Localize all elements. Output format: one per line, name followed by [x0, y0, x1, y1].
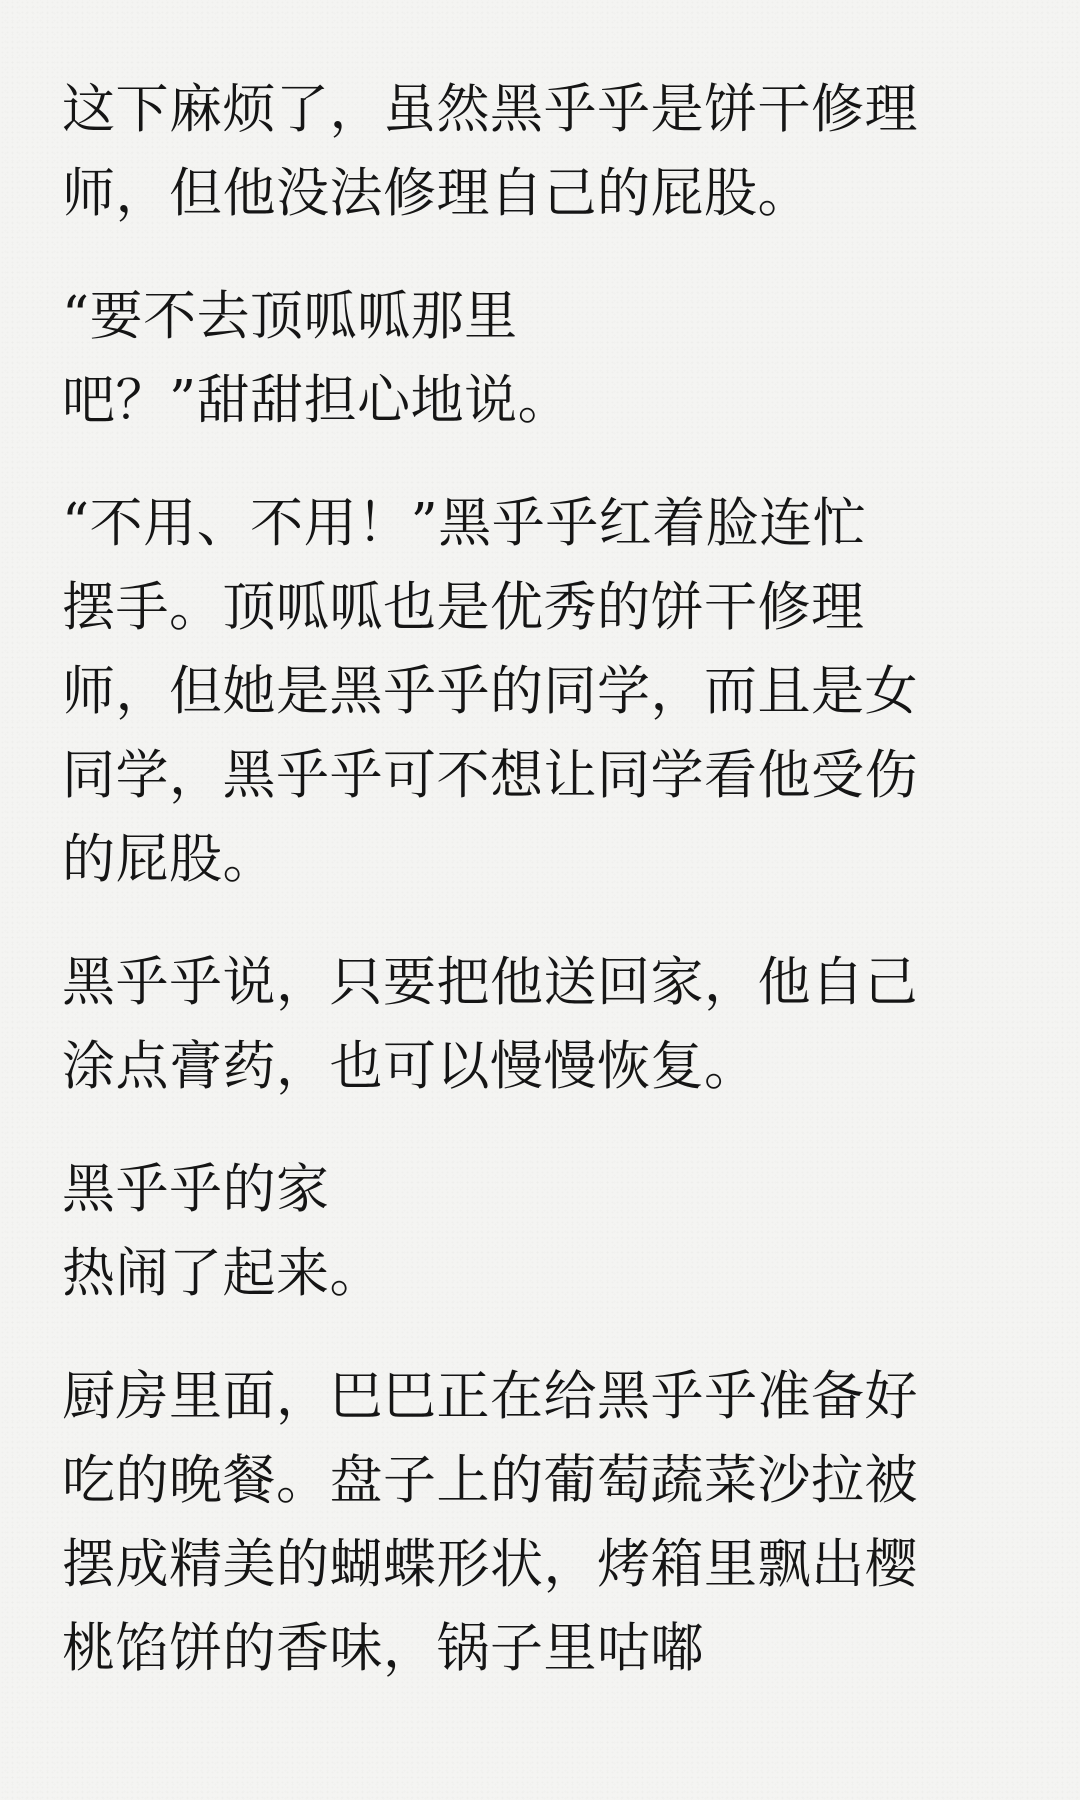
paragraph-4: [62, 941, 1020, 1109]
text-line: 桃馅饼的香味，锅子里咕嘟: [62, 1618, 704, 1679]
text-line: 这下麻烦了，虽然黑乎乎是饼干修理: [62, 79, 918, 140]
text-line: “要不去顶呱呱那里: [62, 286, 518, 347]
text-line: 吧？”甜甜担心地说。: [62, 370, 572, 431]
text-line: 师，但她是黑乎乎的同学，而且是女: [62, 661, 918, 722]
paragraph-3: [62, 482, 1020, 902]
text-line: 黑乎乎的家: [62, 1159, 330, 1220]
paragraph-6: [62, 1355, 1020, 1691]
text-line: 同学，黑乎乎可不想让同学看他受伤: [62, 745, 918, 806]
paragraph-2: [62, 275, 1020, 443]
text-line: 的屁股。: [62, 829, 276, 890]
text-line: 摆成精美的蝴蝶形状，烤箱里飘出樱: [62, 1534, 918, 1595]
text-line: “不用、不用！”黑乎乎红着脸连忙: [62, 493, 867, 554]
text-line: 摆手。顶呱呱也是优秀的饼干修理: [62, 577, 865, 638]
text-line: 厨房里面，巴巴正在给黑乎乎准备好: [62, 1366, 918, 1427]
text-line: 师，但他没法修理自己的屁股。: [62, 163, 811, 224]
text-line: 热闹了起来。: [62, 1243, 383, 1304]
paragraph-1: [62, 68, 1020, 236]
text-line: 吃的晚餐。盘子上的葡萄蔬菜沙拉被: [62, 1450, 918, 1511]
paragraph-5: [62, 1148, 1020, 1316]
text-line: 黑乎乎说，只要把他送回家，他自己: [62, 952, 918, 1013]
text-line: 涂点膏药，也可以慢慢恢复。: [62, 1036, 758, 1097]
